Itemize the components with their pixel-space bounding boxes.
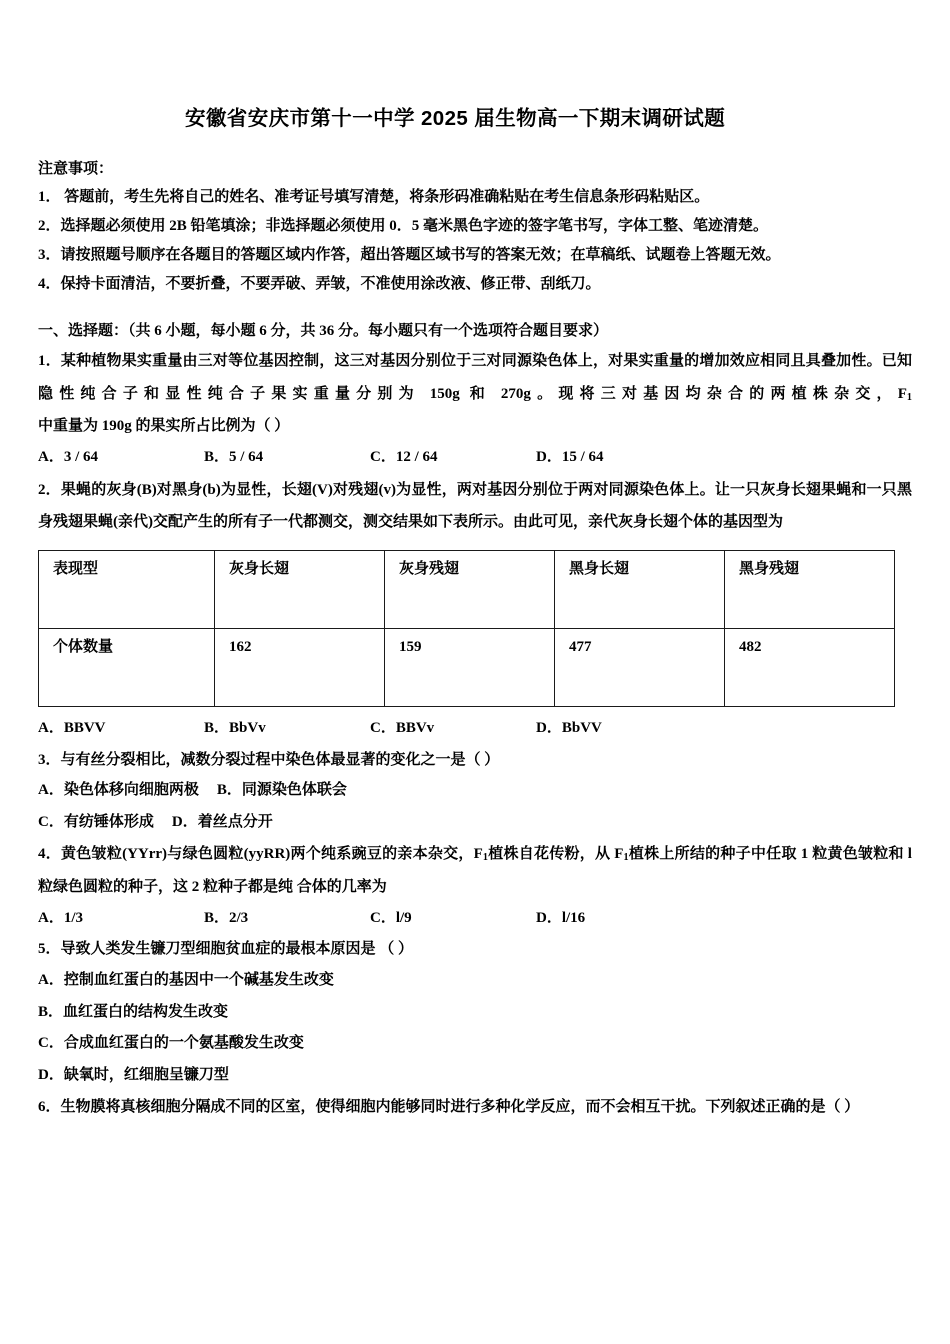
option-c[interactable] [370,903,536,935]
option-a[interactable] [38,442,204,474]
option-c[interactable] [370,713,536,745]
option-text: 3 / 64 [63,449,99,466]
stem-text-part2: 中重量为 190g 的果实所占比例为（ ） [38,417,290,434]
option-label: D． [171,813,198,830]
option-text: 血红蛋白的结构发生改变 [63,1003,229,1020]
option-text: BBVv [395,720,435,737]
stem-text: 果蝇的灰身(B)对黑身(b)为显性，长翅(V)对残翅(v)为显性，两对基因分别位于两对同源染色体上。让一只灰身长翅果蝇和一只黑身残翅果蝇(亲代)交配产生的所有子一代都测交，测交结果如下表所示。由此可见，亲代灰身长翅个体的基因型为 [38,481,912,530]
option-label: D． [38,1066,64,1083]
option-row [38,775,912,807]
question-number: 4． [38,846,62,863]
notice-item: 4．保持卡面清洁，不要折叠，不要弄破、弄皱，不准使用涂改液、修正带、刮纸刀。 [38,275,601,292]
option-text: 5 / 64 [229,449,264,466]
table-header-cell: 黑身残翅 [725,551,895,629]
option-text: 1/3 [63,909,84,926]
option-label: C． [38,813,64,830]
option-row [38,707,912,745]
stem-text-part3: 植株上所结的种子中任取 1 粒黄色皱粒和 l 粒绿色圆粒的种子，这 2 粒种子都是纯 合体的几率为 [38,846,912,895]
subscript: 1 [482,852,488,864]
option-row [38,965,912,997]
option-d[interactable] [536,903,702,935]
option-label: B． [204,720,230,737]
stem-text-part2: 植株自花传粉，从 F [487,846,624,863]
table-row [39,629,895,707]
stem-text-part1: 某种植物果实重量由三对等位基因控制，这三对基因分别位于三对同源染色体上，对果实重量的增加效应相同且具叠加性。已知隐性纯合子和显性纯合子果实重量分别为 150g 和 270g。现将三对基因均杂合的两植株杂交，F [38,353,912,402]
option-label: B． [216,782,242,799]
question-number: 1． [38,353,61,370]
notice-item: 1． 答题前，考生先将自己的姓名、准考证号填写清楚，将条形码准确粘贴在考生信息条形码粘贴区。 [38,189,710,206]
option-a[interactable] [38,903,204,935]
question-stem [38,838,912,903]
option-b[interactable] [204,713,370,745]
section-heading-choice: 一、选择题：（共 6 小题，每小题 6 分，共 36 分。每小题只有一个选项符合题目要求） [38,322,609,339]
option-d[interactable] [172,807,273,839]
question-stem [38,1091,912,1123]
option-label: C． [38,1035,64,1052]
option-label: A． [38,782,64,799]
question-number: 6． [38,1099,61,1116]
option-text: 同源染色体联会 [241,782,347,799]
option-c[interactable] [38,1035,304,1051]
option-text: 缺氧时，红细胞呈镰刀型 [63,1066,229,1083]
option-label: D． [536,909,562,926]
option-label: B． [204,449,230,466]
question-3 [0,745,950,839]
table-header-cell: 表现型 [39,551,215,629]
option-label: C． [370,720,396,737]
phenotype-table [38,550,895,707]
table-cell: 159 [385,629,555,707]
phenotype-table-wrap [0,538,950,707]
option-d[interactable] [536,442,702,474]
option-label: C． [370,909,396,926]
option-label: B． [204,909,230,926]
option-text: BbVV [561,720,602,737]
question-stem [38,745,912,776]
notice-item: 2．选择题必须使用 2B 铅笔填涂；非选择题必须使用 0．5 毫米黑色字迹的签字笔书写，字体工整、笔迹清楚。 [38,218,769,235]
option-a[interactable] [38,713,204,745]
option-label: D． [536,720,562,737]
table-cell: 162 [215,629,385,707]
option-label: A． [38,449,64,466]
option-text: 染色体移向细胞两极 [63,782,199,799]
question-stem [38,474,912,539]
option-text: l/9 [395,909,412,926]
option-text: 2/3 [229,909,249,926]
option-b[interactable] [38,1004,228,1020]
option-b[interactable] [204,903,370,935]
question-5 [0,934,950,1091]
question-2-options [0,707,950,745]
question-4 [0,838,950,934]
option-a[interactable] [38,972,334,988]
table-header-cell: 灰身长翅 [215,551,385,629]
option-row [38,1028,912,1060]
option-text: l/16 [561,909,586,926]
question-2 [0,474,950,539]
stem-text-part1: 黄色皱粒(YYrr)与绿色圆粒(yyRR)两个纯系豌豆的亲本杂交，F [61,846,483,863]
question-stem [38,345,912,442]
stem-text: 与有丝分裂相比，减数分裂过程中染色体最显著的变化之一是（ ） [60,751,500,768]
option-row [38,903,912,935]
notice-heading: 注意事项： [38,160,114,177]
subscript: 1 [906,391,912,403]
option-c[interactable] [38,807,154,839]
option-text: BbVv [229,720,266,737]
option-text: 12 / 64 [395,449,438,466]
table-header-cell: 黑身长翅 [555,551,725,629]
option-label: C． [370,449,396,466]
option-text: 有纺锤体形成 [63,813,154,830]
option-label: A． [38,909,64,926]
option-a[interactable] [38,775,199,807]
option-text: BBVV [63,720,106,737]
question-6 [0,1091,950,1123]
option-label: D． [536,449,562,466]
notice-section [0,133,950,299]
option-row [38,1060,912,1092]
option-text: 合成血红蛋白的一个氨基酸发生改变 [63,1035,304,1052]
option-b[interactable] [217,775,347,807]
table-header-cell: 灰身残翅 [385,551,555,629]
table-cell: 个体数量 [39,629,215,707]
table-cell: 482 [725,629,895,707]
question-number: 5． [38,941,61,958]
stem-text: 导致人类发生镰刀型细胞贫血症的最根本原因是 （ ） [60,941,414,958]
option-label: A． [38,972,64,989]
option-text: 着丝点分开 [197,813,273,830]
subscript: 1 [623,852,629,864]
option-text: 控制血红蛋白的基因中一个碱基发生改变 [63,972,334,989]
table-row-header [39,551,895,629]
option-row [38,997,912,1029]
notice-item: 3．请按照题号顺序在各题目的答题区域内作答，超出答题区域书写的答案无效；在草稿纸、试题卷上答题无效。 [38,247,781,264]
option-label: B． [38,1003,64,1020]
stem-text: 生物膜将真核细胞分隔成不同的区室，使得细胞内能够同时进行多种化学反应，而不会相互干扰。下列叙述正确的是（ ） [60,1099,860,1116]
question-1 [0,345,950,473]
option-c[interactable] [370,442,536,474]
question-number: 2． [38,481,61,498]
option-b[interactable] [204,442,370,474]
option-row [38,807,912,839]
option-text: 15 / 64 [561,449,604,466]
option-d[interactable] [38,1067,229,1083]
option-d[interactable] [536,713,702,745]
question-number: 3． [38,751,61,768]
option-label: A． [38,720,64,737]
table-cell: 477 [555,629,725,707]
question-stem [38,934,912,965]
option-row [38,442,912,474]
page-title: 安徽省安庆市第十一中学 2025 届生物高一下期末调研试题 [185,107,726,130]
